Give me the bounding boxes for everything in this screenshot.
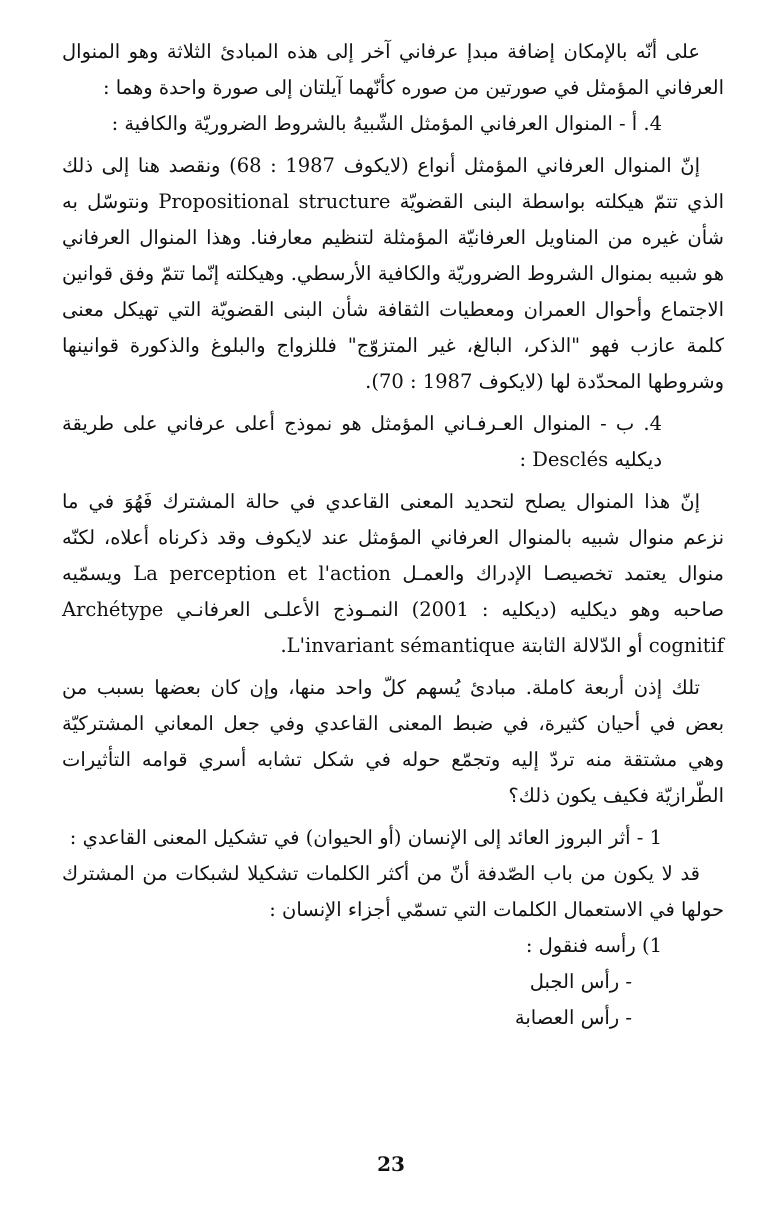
page-number: 23 [377,1152,405,1176]
body-paragraph-four-principles: تلك إذن أربعة كاملة. مبادئ يُسهم كلّ واحد منها، وإن كان بعضها بسبب من بعض في أحيان كثيرة، في ضبط المعنى القاعدي وفي جعل المعاني المشتركيّة وهي مشتقة منه تردّ إليه وتجمّع حوله في شكل تشابه أسري قوامه التأثيرات الطّرازيّة فكيف يكون ذلك؟ [62,676,724,807]
body-paragraph-descles: إنّ هذا المنوال يصلح لتحديد المعنى القاعدي في حالة المشترك فَهُوَ في ما نزعم منوال شبيه بالمنوال العرفاني المؤمثل عند لايكوف وقد ذكرناه أعلاه، لكنّه منوال يعتمد تخصيصـا الإدراك والعمـل La perception et l'action ويسمّيه صاحبه وهو ديكليه (ديكليه : 2001) النمـوذج الأعلـى العرفانـي Archétype cognitif أو الدّلالة الثابتة L'invariant sémantique. [62,490,725,657]
body-paragraph-idealized-model: إنّ المنوال العرفاني المؤمثل أنواع (لايكوف 1987 : 68) ونقصد هنا إلى ذلك الذي تتمّ هيكلته بواسطة البنى القضويّة Propositional structure ونتوسّل به شأن غيره من المناويل العرفانيّة المؤمثلة لتنظيم معارفنا. وهذا المنوال العرفاني هو شبيه بمنوال الشروط الضروريّة والكافية الأرسطي. وهيكلته إنّما تتمّ وفق قوانين الاجتماع وأحوال العمران ومعطيات الثقافة شأن البنى القضويّة التي تهيكل معنى كلمة عازب فهو "الذكر، البالغ، غير المتزوّج" فللزواج والبلوغ والذكورة قوانينها وشروطها المحدّدة لها (لايكوف 1987 : 70). [62,154,725,393]
section-heading-4b: 4. ب - المنوال العـرفـاني المؤمثل هو نموذج أعلى عرفاني على طريقة ديكليه Desclés : [62,412,662,471]
list-heading-head: 1) رأسه فنقول : [525,934,662,957]
section-heading-4a: 4. أ - المنوال العرفاني المؤمثل الشّبيهُ بالشروط الضروريّة والكافية : [111,112,662,135]
list-item: - رأس الجبل [529,970,632,993]
intro-paragraph: على أنّه بالإمكان إضافة مبدإ عرفاني آخر إلى هذه المبادئ الثلاثة وهو المنوال العرفاني المؤمثل في صورتين من صوره كأنّهما آيلتان إلى صورة واحدة وهما : [62,40,724,99]
body-paragraph-human-parts: قد لا يكون من باب الصّدفة أنّ من أكثر الكلمات تشكيلا لشبكات من المشترك حولها في الاستعمال الكلمات التي تسمّي أجزاء الإنسان : [62,862,724,921]
section-heading-1: 1 - أثر البروز العائد إلى الإنسان (أو الحيوان) في تشكيل المعنى القاعدي : [69,826,662,849]
list-item: - رأس العصابة [514,1006,632,1029]
